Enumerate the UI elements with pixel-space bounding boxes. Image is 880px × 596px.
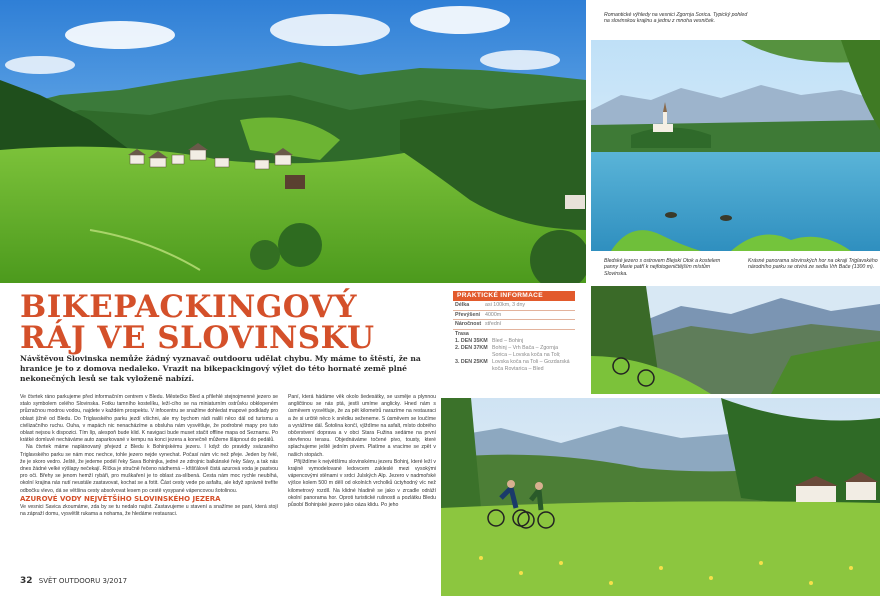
body-column-2	[288, 394, 436, 574]
info-row-elevation: Převýšení 4000m	[453, 311, 575, 321]
info-route-day: 2. DEN 37KM Bohinj – Vrh Bača – Zgornja Sorica – Lovska koča na Toli;	[455, 344, 561, 358]
section-subheading: AZUROVÉ VODY NEJVĚTŠÍHO SLOVINSKÉHO JEZERA	[20, 494, 221, 503]
page-footer	[20, 576, 127, 586]
paragraph: Přijíždíme k největšímu slovinskému jezeru Bohinj, které leží v krajině vymodelované ledovcem zakleslé mezi vysokými vápencovými stěnami v srdci Julských Alp. Jezero v nadmořské výšce kolem 500 m dělí od okolních vrcholků úctyhodný víc než kilometrový rozdíl. Na klidné hladině se jako v zrcadle odráží okolní panorama hor. Oproti turistické rušnosti a pozlátku Bledu působí Bohinjské jezero jako oáza klidu. Po jeho	[288, 458, 436, 509]
caption-top-right: Romantické výhledy na vesnici Zgornja Sorica. Typický pohled na slovinskou krajinu a jednu z mnoha vesniček.	[592, 12, 754, 25]
body-column-1	[20, 394, 278, 574]
info-row-difficulty: Náročnost střední	[453, 320, 575, 330]
info-route-day: 1. DEN 35KM Bled – Bohinj	[455, 337, 524, 344]
article-title	[20, 289, 440, 356]
caption-lake: Bledské jezero s ostrovem Blejski Otok a kostelem panny Marie patří k nejfotogeničtějším místům Slovinska.	[592, 258, 726, 277]
info-route-label: Trasa	[455, 330, 469, 337]
paragraph: Ve čtvrtek ráno parkujeme před informačním centrem v Bledu. Městečko Bled a přilehlé stejnojmenné jezero se stalo symbolem celého Slovinska. Fotku tamního kostelíku, leží-cího se na miniaturním ostrůvku obklopeném průzračnou modrou vodou, najdete v každém prospektu. V infocentru se snažíme dohledat mapové podklady pro oblast jižně od Bledu. Do Triglavského parku jezdí všichni, ale my bychom rádi nalili něco dál od turismu a civilizačního ruchu. Ouha, v mapách nic nenacházíme a obsluha nám vysvětluje, že podrobné mapy pro tuto oblast nejsou k dispozici. Tím líp, alespoň bude klid. K navigaci bude muset stačit offline mapa od Seznamu. Po krátké domluvě necháváme auto zaparkované v kempu na konci jezera a konečně můžeme šlápnout do pedálů.	[20, 394, 278, 444]
photo-cyclists-meadow	[441, 398, 880, 596]
photo-hills-village	[0, 0, 586, 283]
info-row-length: Délka asi 100km, 3 dny	[453, 301, 575, 311]
photo-lake-bled	[591, 40, 880, 251]
title-line-2: RÁJ VE SLOVINSKU	[20, 320, 375, 356]
title-line-1: BIKEPACKINGOVÝ	[20, 289, 357, 325]
page-number: 32	[20, 576, 33, 586]
info-box-header: PRAKTICKÉ INFORMACE	[453, 291, 575, 301]
practical-info-box	[453, 291, 575, 391]
info-route	[453, 330, 575, 374]
paragraph: Ve vesnici Savica zkoumáme, zda by se tu nedalo najíst. Zastavujeme u stavení a snažíme se paní, která stojí na zápraží domu, vysvětlit rukama a nohama, že hledáme restauraci.	[20, 503, 278, 518]
paragraph: Na čtvrtek máme naplánovaný přejezd z Bledu k Bohinjskému jezeru. I když do pravidly svázaného Triglavského parku se nám moc nechce, tohle jezero nejde vynechat. Počasí nám víc než přeje. Jeden by řekl, že je skoro vedro. Ještě, že jedeme podél řeky Sava Bohinjka, jedné ze zdrojnic balkánské řeky Sávy, a tak nás dnes žádné velké výšlapy nečekají. Říčka je stručně řečeno nádherná – křišťálově čistá azurová voda je pastvou pro oči. Břehy se jenom hemží rybáři, pro muškaření je to oblast za-slíbená. Cesta nám moc rychle neubíhá, okolní krajina nás nutí neustále zastavovat, kochat se a fotit. Část cesty vede po asfaltu, ale když správně trefíte odbočku vlevo, dá se většina cesty absolvovat lesem po cestě vysypané vápencovou šotolinou.	[20, 444, 278, 494]
paragraph: Paní, která hádáme věk okolo šedesátky, se usměje a plynnou angličtinou se nás ptá, jestli umíme anglicky. Hned nám s úsměvem vysvětluje, že za pět kilometrů narazíme na restauraci a že si určitě něco k snědku seženeme. S úsměvem se loučíme a vyrážíme dál. Šotolina končí, vjíždíme na asfalt, místo dobrého občerstvení doprava a v obci Stara Fužina sedáme na první otevřenou terasu. Objednáváme točené pivo, tousty, které splachujeme ještě jedním pivem. Platíme a vracíme se zpět v našich stopách.	[288, 394, 436, 458]
info-route-day: 3. DEN 25KM Lovska koča na Toli – Gozdarská koča Rovtarica – Bled	[455, 358, 570, 372]
article-lead: Návštěvou Slovinska nemůže žádný vyznavač outdooru udělat chybu. My máme to štěstí, že na hranice je to z domova nedaleko. Vrazit na bikepackingový výlet do této hornaté země plné nekonečných lesů se tak vyloženě nabízí.	[20, 354, 421, 383]
magazine-name: SVĚT OUTDOORU 3/2017	[38, 577, 128, 585]
photo-mountain-panorama	[591, 286, 880, 394]
caption-panorama: Krásné panorama slovinských hor na okraji Triglavského národního parku se otvírá ze sedla Vrh Bače (1300 m).	[736, 258, 880, 271]
